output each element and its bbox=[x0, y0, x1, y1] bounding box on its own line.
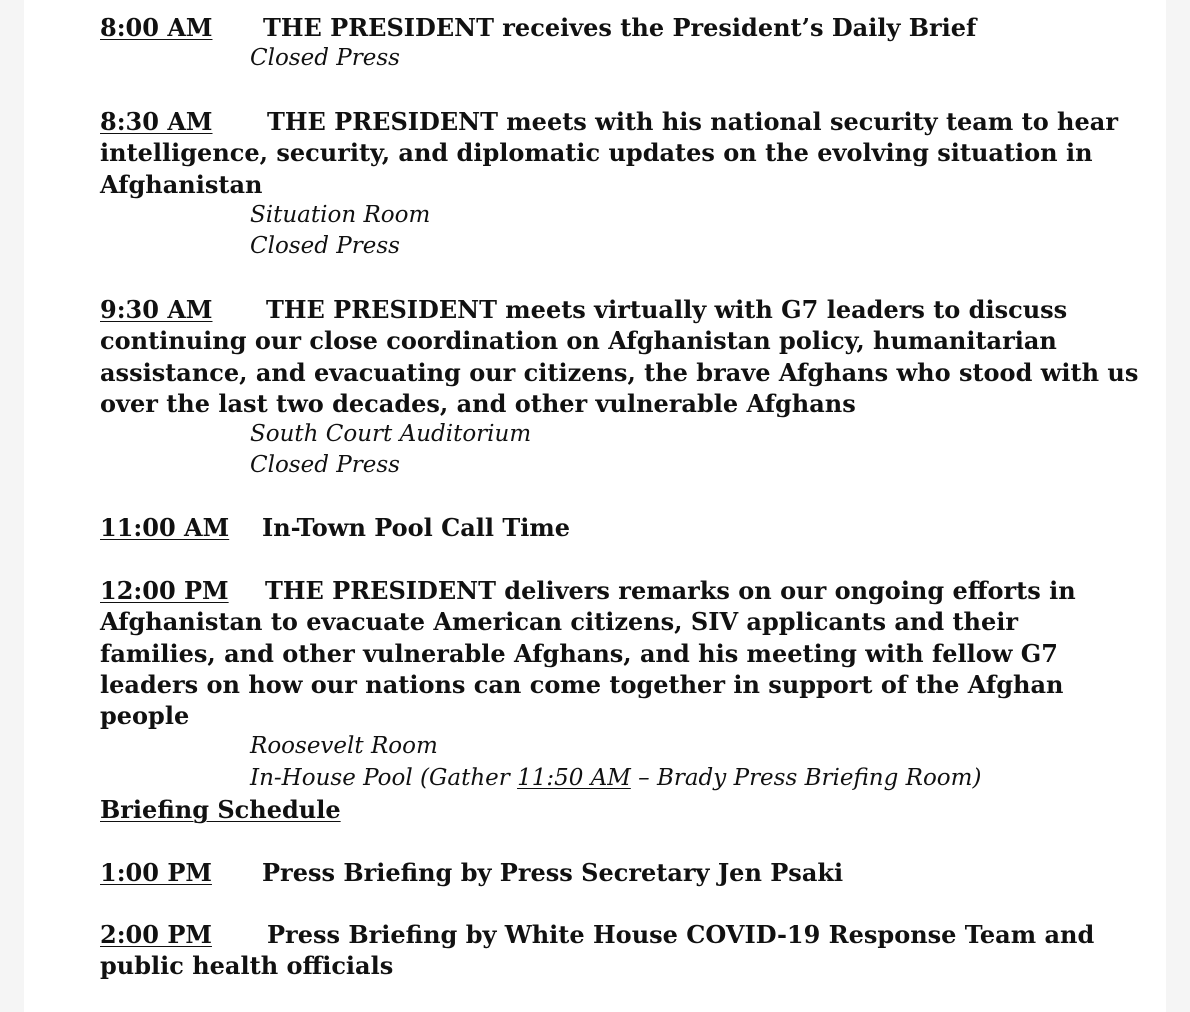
schedule-entry bbox=[100, 294, 1140, 482]
entry-time: 9:30 AM bbox=[100, 295, 213, 324]
pool-prefix: In-House Pool (Gather bbox=[250, 764, 518, 791]
entry-title: In-Town Pool Call Time bbox=[262, 513, 571, 542]
pool-suffix: – Brady Press Briefing Room) bbox=[630, 764, 982, 791]
pool-detail bbox=[100, 763, 1140, 794]
entry-headline bbox=[100, 512, 1140, 543]
briefing-section bbox=[100, 794, 1140, 825]
briefing-entry bbox=[100, 857, 1140, 888]
entry-title: Press Briefing by White House COVID-19 Response Team and public health officials bbox=[100, 920, 1095, 981]
entry-detail: Closed Press bbox=[250, 452, 400, 479]
entry-detail: South Court Auditorium bbox=[250, 421, 532, 448]
entry-title: THE PRESIDENT meets virtually with G7 leaders to discuss continuing our close coordination on Afghanistan policy, humanitarian assistance, and evacuating our citizens, the brave Afghans who stood with us over the last two decades, and other vulnerable Afghans bbox=[100, 295, 1139, 418]
entry-title: THE PRESIDENT delivers remarks on our ongoing efforts in Afghanistan to evacuate American citizens, SIV applicants and their families, and other vulnerable Afghans, and his meeting with fellow G7 leaders on how our nations can come together in support of the Afghan people bbox=[100, 576, 1076, 731]
entry-title: THE PRESIDENT meets with his national security team to hear intelligence, security, and diplomatic updates on the evolving situation in Afghanistan bbox=[100, 107, 1118, 199]
entry-headline bbox=[100, 919, 1140, 982]
briefing-entry bbox=[100, 919, 1140, 982]
document-page bbox=[24, 0, 1166, 1012]
entry-headline bbox=[100, 12, 1140, 43]
entry-title: Press Briefing by Press Secretary Jen Psaki bbox=[262, 858, 844, 887]
schedule-entry bbox=[100, 575, 1140, 794]
entry-detail: Closed Press bbox=[250, 233, 400, 260]
entry-time: 8:00 AM bbox=[100, 13, 213, 42]
entry-time: 12:00 PM bbox=[100, 576, 229, 605]
entry-title: THE PRESIDENT receives the President’s Daily Brief bbox=[263, 13, 977, 42]
entry-time: 2:00 PM bbox=[100, 920, 212, 949]
entry-headline bbox=[100, 106, 1140, 200]
entry-detail: Roosevelt Room bbox=[250, 733, 438, 760]
entry-time: 8:30 AM bbox=[100, 107, 213, 136]
entry-time: 1:00 PM bbox=[100, 858, 212, 887]
entry-headline bbox=[100, 294, 1140, 419]
entry-headline bbox=[100, 575, 1140, 731]
schedule-entry bbox=[100, 106, 1140, 262]
entry-detail: Closed Press bbox=[250, 45, 400, 72]
schedule-entry bbox=[100, 512, 1140, 543]
schedule-entry bbox=[100, 12, 1140, 75]
entry-time: 11:00 AM bbox=[100, 513, 230, 542]
briefing-heading: Briefing Schedule bbox=[100, 795, 341, 824]
entry-headline bbox=[100, 857, 1140, 888]
entry-detail: Situation Room bbox=[250, 201, 431, 228]
gather-time: 11:50 AM bbox=[517, 764, 631, 791]
